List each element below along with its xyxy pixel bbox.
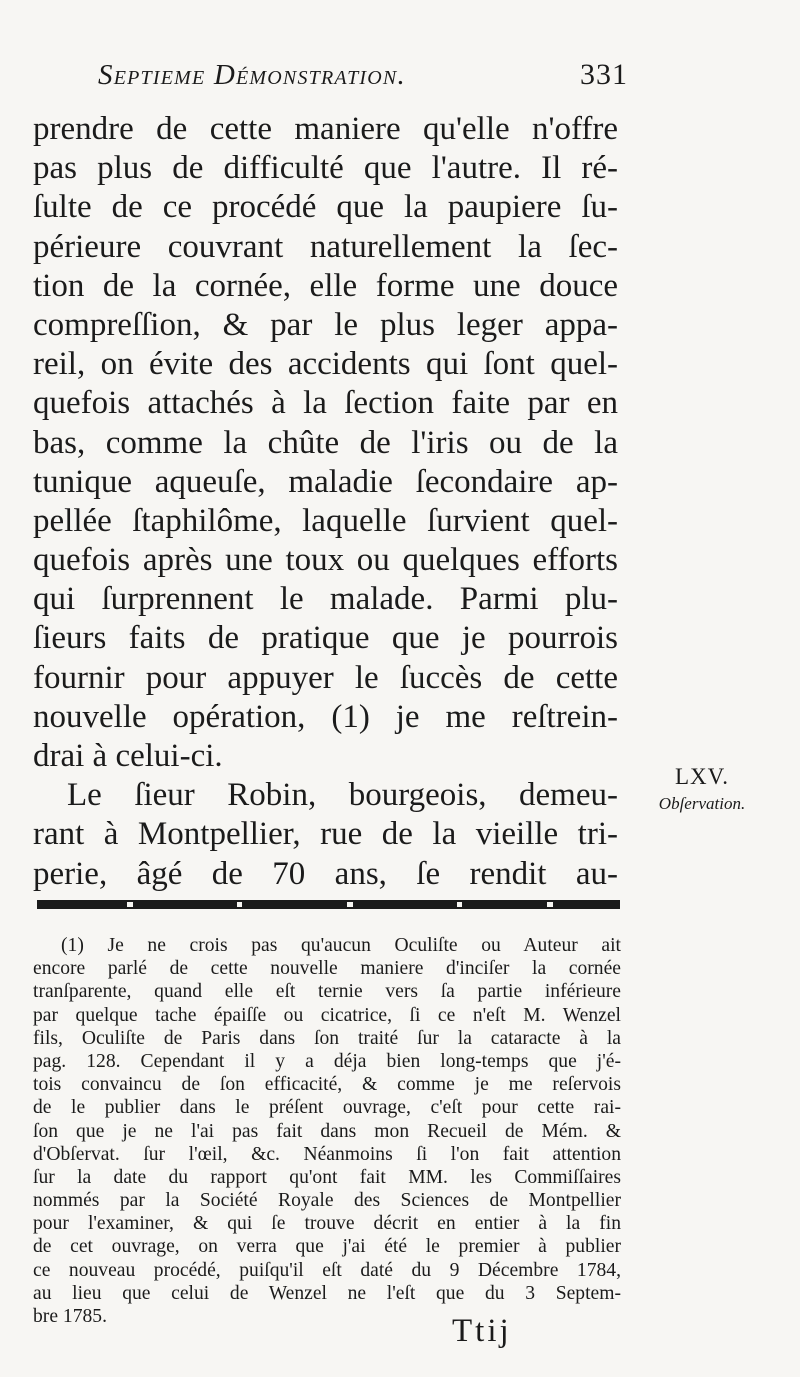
footnote-line: tranſparente, quand elle eſt ternie vers ſa partie inférieure xyxy=(33,981,621,1003)
text-line: tunique aqueuſe, maladie ſecondaire ap- xyxy=(33,463,618,500)
footnote-line: pour l'examiner, & qui ſe trouve décrit en entier à la fin xyxy=(33,1213,621,1235)
margin-note xyxy=(632,764,772,814)
signature-mark: Ttij xyxy=(452,1313,512,1349)
footnote-line: encore parlé de cette nouvelle maniere d'inciſer la cornée xyxy=(33,958,621,980)
text-line: tion de la cornée, elle forme une douce xyxy=(33,267,618,304)
text-line: bas, comme la chûte de l'iris ou de la xyxy=(33,424,618,461)
footnote-rule xyxy=(37,900,620,909)
text-line: nouvelle opération, (1) je me reſtrein- xyxy=(33,698,618,735)
text-line: drai à celui-ci. xyxy=(33,738,223,774)
footnote-line: au lieu que celui de Wenzel ne l'eſt que du 3 Septem- xyxy=(33,1282,621,1304)
footnote-line: fils, Oculiſte de Paris dans ſon traité ſur la cataracte à la xyxy=(33,1027,621,1049)
text-line: rant à Montpellier, rue de la vieille tri- xyxy=(33,816,618,853)
footnote-line: tois convaincu de ſon efficacité, & comme je me reſervois xyxy=(33,1074,621,1096)
observation-label: Obſervation. xyxy=(658,794,746,813)
footnote-line: pag. 128. Cependant il y a déja bien long-temps que j'é- xyxy=(33,1050,621,1072)
footnote-line: d'Obſervat. ſur l'œil, &c. Néanmoins ſi l'on fait attention xyxy=(33,1143,621,1165)
text-line: ſulte de ce procédé que la paupiere ſu- xyxy=(33,189,618,226)
text-line: pas plus de difficulté que l'autre. Il ré- xyxy=(33,150,618,187)
footnote-line: par quelque tache épaiſſe ou cicatrice, ſi ce n'eſt M. Wenzel xyxy=(33,1004,621,1026)
text-line: fournir pour appuyer le ſuccès de cette xyxy=(33,659,618,696)
text-line: quefois après une toux ou quelques efforts xyxy=(33,542,618,579)
text-line: compreſſion, & par le plus leger appa- xyxy=(33,306,618,343)
text-line: reil, on évite des accidents qui ſont quel- xyxy=(33,346,618,383)
footnote-line: bre 1785. xyxy=(33,1306,108,1327)
footnote xyxy=(33,934,621,1328)
text-line: perie, âgé de 70 ans, ſe rendit au- xyxy=(33,855,618,892)
text-line: quefois attachés à la ſection faite par en xyxy=(33,385,618,422)
footnote-line: ſon que je ne l'ai pas fait dans mon Recueil de Mém. & xyxy=(33,1120,621,1142)
text-line: qui ſurprennent le malade. Parmi plu- xyxy=(33,581,618,618)
running-header xyxy=(98,58,628,92)
main-text xyxy=(33,110,618,894)
observation-number: LXV. xyxy=(674,764,730,789)
running-title: Septieme Démonstration. xyxy=(98,59,406,91)
footnote-line: de le publier dans le préſent ouvrage, c'eſt pour cette rai- xyxy=(33,1097,621,1119)
text-line: prendre de cette maniere qu'elle n'offre xyxy=(33,111,618,147)
text-line: pellée ſtaphilôme, laquelle ſurvient quel- xyxy=(33,502,618,539)
footnote-line: ce nouveau procédé, puiſqu'il eſt daté du 9 Décembre 1784, xyxy=(33,1259,621,1281)
footnote-line: ſur la date du rapport qu'ont fait MM. les Commiſſaires xyxy=(33,1166,621,1188)
text-line: Le ſieur Robin, bourgeois, demeu- xyxy=(67,777,618,814)
footnote-line: (1) Je ne crois pas qu'aucun Oculiſte ou Auteur ait xyxy=(61,935,621,956)
footnote-line: de cet ouvrage, on verra que j'ai été le premier à publier xyxy=(33,1236,621,1258)
text-line: périeure couvrant naturellement la ſec- xyxy=(33,228,618,265)
text-line: ſieurs faits de pratique que je pourrois xyxy=(33,620,618,657)
footnote-line: nommés par la Société Royale des Sciences de Montpellier xyxy=(33,1190,621,1212)
page-number: 331 xyxy=(580,58,628,91)
